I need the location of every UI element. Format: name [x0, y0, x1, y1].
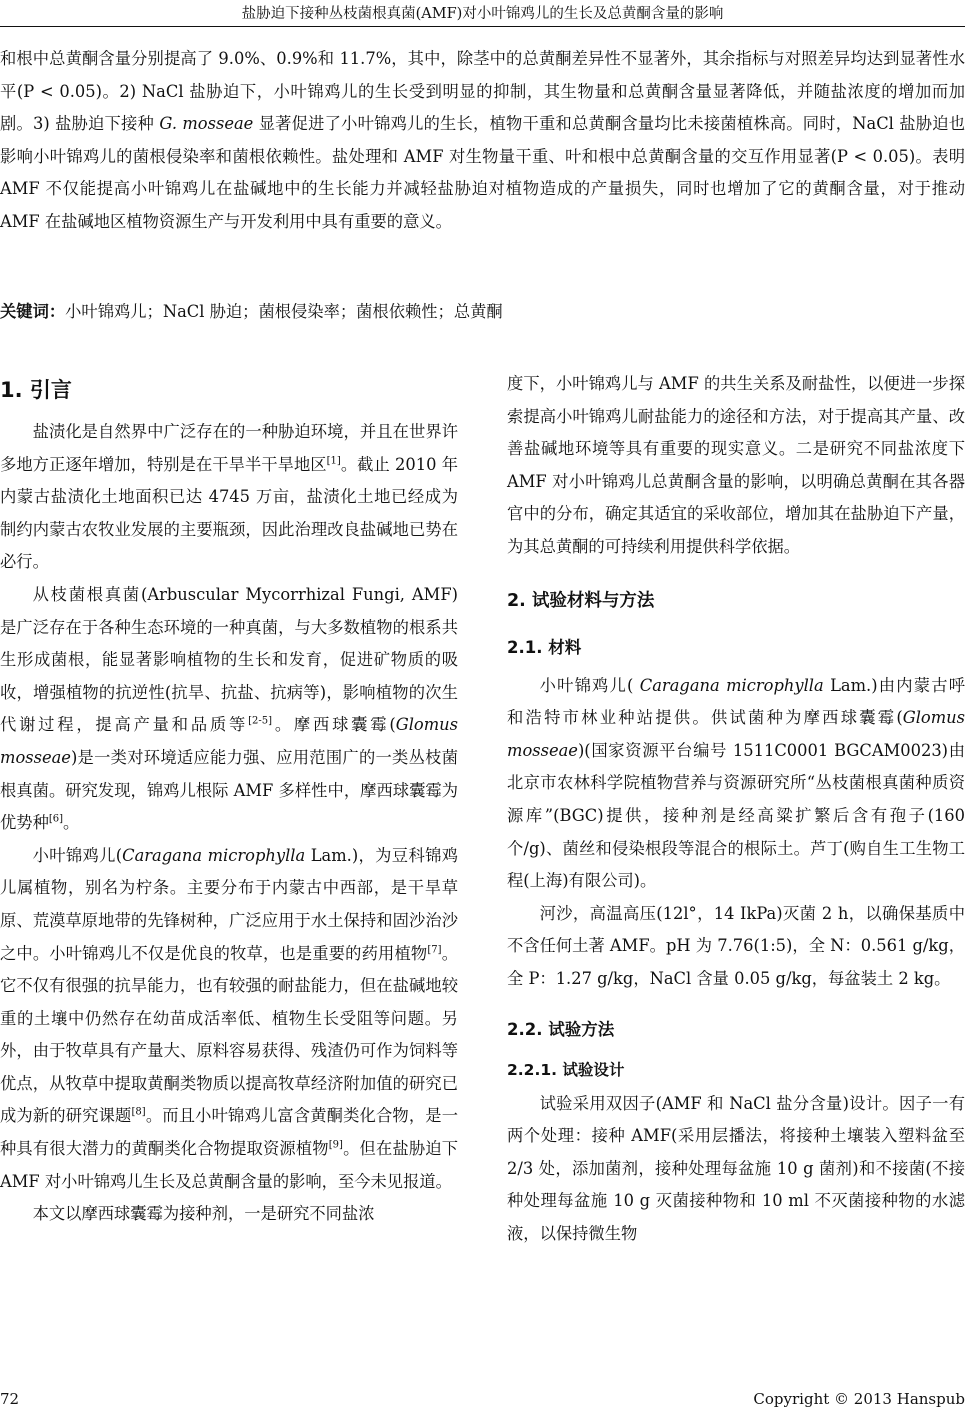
- intro-p3-text-e: 。但在盐胁迫下 AMF 对小叶锦鸡儿生长及总黄酮含量的影响，至今未见报道。: [0, 1139, 458, 1191]
- right-column: [507, 368, 965, 1250]
- citation: [1]: [326, 455, 341, 467]
- intro-p2-text-b: 。摩西球囊霉(: [272, 715, 396, 735]
- intro-p2-text-a: 从枝菌根真菌(Arbuscular Mycorrhizal Fungi, AMF)是广泛存在于各种生态环境的一种真菌，与大多数植物的根系共生形成菌根，能显著影响植物的生长和发育，促进矿物质的吸收，增强植物的抗逆性(抗旱、抗盐、抗病等)，影响植物的次生代谢过程，提高产量和品质等: [0, 584, 458, 735]
- intro-paragraph-1: [0, 416, 458, 579]
- intro-paragraph-2: [0, 579, 458, 840]
- running-header: 盐胁迫下接种丛枝菌根真菌(AMF)对小叶锦鸡儿的生长及总黄酮含量的影响: [241, 6, 724, 22]
- abstract-paragraph: [0, 43, 965, 239]
- abstract-text-2: 显著促进了小叶锦鸡儿的生长，植物干重和总黄酮含量均比未接菌植株高。同时，NaCl 盐胁迫也影响小叶锦鸡儿的菌根侵染率和菌根依赖性。盐处理和 AMF 对生物量干重、叶和根中总黄酮含量的交互作用显著(P < 0.05)。表明 AMF 不仅能提高小叶锦鸡儿在盐碱地中的生长能力并减轻盐胁迫对植物造成的产量损失，同时也增加了它的黄酮含量，对于推动 AMF 在盐碱地区植物资源生产与开发利用中具有重要的意义。: [0, 114, 965, 231]
- citation: [9]: [328, 1139, 343, 1151]
- materials-p1-text-a: 小叶锦鸡儿(: [539, 675, 640, 695]
- intro-p3-text-d: 。而且小叶锦鸡儿富含黄酮类化合物，是一种具有很大潜力的黄酮类化合物提取资源植物: [0, 1106, 458, 1159]
- header-rule: [0, 26, 965, 27]
- species-name: Glomus mosseae: [0, 715, 458, 767]
- keywords: [0, 296, 965, 329]
- citation: [7]: [427, 944, 442, 956]
- abstract-text-1: 和根中总黄酮含量分别提高了 9.0%、0.9%和 11.7%，其中，除茎中的总黄酮差异性不显著外，其余指标与对照差异均达到显著性水平(P < 0.05)。2) NaCl 盐胁迫下，小叶锦鸡儿的生长受到明显的抑制，其生物量和总黄酮含量显著降低，并随盐浓度的增加而加剧。3) 盐胁迫下接种: [0, 49, 965, 134]
- intro-p3-text-c: 。它不仅有很强的抗旱能力，也有较强的耐盐能力，但在盐碱地较重的土壤中仍然存在幼苗成活率低、植物生长受阻等问题。另外，由于牧草具有产量大、原料容易获得、残渣仍可作为饲料等优点，从牧草中提取黄酮类物质以提高牧草经济附加值的研究已成为新的研究课题: [0, 943, 458, 1126]
- materials-paragraph-2: 河沙，高温高压(12l°，14 IkPa)灭菌 2 h，以确保基质中不含任何土著 AMF。pH 为 7.76(1:5)，全 N：0.561 g/kg，全 P：1.27 g/kg，NaCl 含量 0.05 g/kg，每盆装土 2 kg。: [507, 903, 965, 988]
- species-name: Caragana microphylla: [639, 675, 824, 695]
- left-column: [0, 368, 458, 1231]
- species-name: Caragana microphylla: [122, 845, 306, 865]
- keywords-label: 关键词：: [0, 302, 66, 321]
- section-2-2-heading: 2.2. 试验方法: [507, 1019, 615, 1039]
- intro-p1-text-b: 。截止 2010 年内蒙古盐渍化土地面积已达 4745 万亩，盐渍化土地已经成为制约内蒙古农牧业发展的主要瓶颈，因此治理改良盐碱地已势在必行。: [0, 454, 458, 572]
- abstract-species: G. mosseae: [159, 114, 254, 134]
- materials-paragraph-1: [507, 670, 965, 898]
- intro-paragraph-3: [0, 840, 458, 1199]
- materials-p1-text-b: Lam.)由内蒙古呼和浩特市林业种站提供。供试菌种为摩西球囊霉(: [507, 675, 965, 728]
- section-1-heading: 1. 引言: [0, 378, 72, 402]
- intro-p1-text-a: 盐渍化是自然界中广泛存在的一种胁迫环境，并且在世界许多地方正逐年增加，特别是在干旱半干旱地区: [0, 422, 458, 474]
- copyright: Copyright © 2013 Hanspub: [753, 1390, 965, 1408]
- species-name: Glomus mosseae: [507, 708, 965, 760]
- page-number: 72: [0, 1390, 20, 1408]
- intro-p2-text-d: 。: [63, 813, 80, 833]
- citation: [8]: [131, 1107, 146, 1119]
- section-2-2-1-heading: 2.2.1. 试验设计: [507, 1060, 625, 1079]
- intro-p2-text-c: )是一类对环境适应能力强、应用范围广的一类丛枝菌根真菌。研究发现，锦鸡儿根际 AMF 多样性中，摩西球囊霉为优势种: [0, 747, 458, 833]
- citation: [6]: [48, 813, 64, 825]
- intro-p3-text-b: Lam.)，为豆科锦鸡儿属植物，别名为柠条。主要分布于内蒙古中西部，是干旱草原、荒漠草原地带的先锋树种，广泛应用于水土保持和固沙治沙之中。小叶锦鸡儿不仅是优良的牧草，也是重要的药用植物: [0, 845, 458, 963]
- section-2-1-heading: 2.1. 材料: [507, 637, 582, 657]
- section-2-heading: 2. 试验材料与方法: [507, 590, 655, 611]
- materials-p1-text-c: )(国家资源平台编号 1511C0001 BGCAM0023)由北京市农林科学院植物营养与资源研究所“丛枝菌根真菌种质资源库”(BGC)提供，接种剂是经高粱扩繁后含有孢子(160 个/g)、菌丝和侵染根段等混合的根际土。芦丁(购自生工生物工程(上海)有限公司)。: [507, 740, 965, 891]
- intro-paragraph-4: 本文以摩西球囊霉为接种剂，一是研究不同盐浓: [32, 1204, 375, 1224]
- intro-paragraph-4-continued: 度下，小叶锦鸡儿与 AMF 的共生关系及耐盐性，以便进一步探索提高小叶锦鸡儿耐盐能力的途径和方法，对于提高其产量、改善盐碱地环境等具有重要的现实意义。二是研究不同盐浓度下 AMF 对小叶锦鸡儿总黄酮含量的影响，以明确总黄酮在其各器官中的分布，确定其适宜的采收部位，增加其在盐胁迫下产量，为其总黄酮的可持续利用提供科学依据。: [507, 374, 965, 556]
- citation: [2-5]: [248, 715, 273, 727]
- methods-paragraph-1: 试验采用双因子(AMF 和 NaCl 盐分含量)设计。因子一有两个处理：接种 AMF(采用层播法，将接种土壤装入塑料盆至 2/3 处，添加菌剂，接种处理每盆施 10 g 菌剂)和不接菌(不接种处理每盆施 10 g 灭菌接种物和 10 ml 不灭菌接种物的水滤液，以保持微生物: [507, 1093, 965, 1243]
- keywords-text: 小叶锦鸡儿；NaCl 胁迫；菌根侵染率；菌根依赖性；总黄酮: [65, 302, 503, 321]
- intro-p3-text-a: 小叶锦鸡儿(: [32, 845, 123, 865]
